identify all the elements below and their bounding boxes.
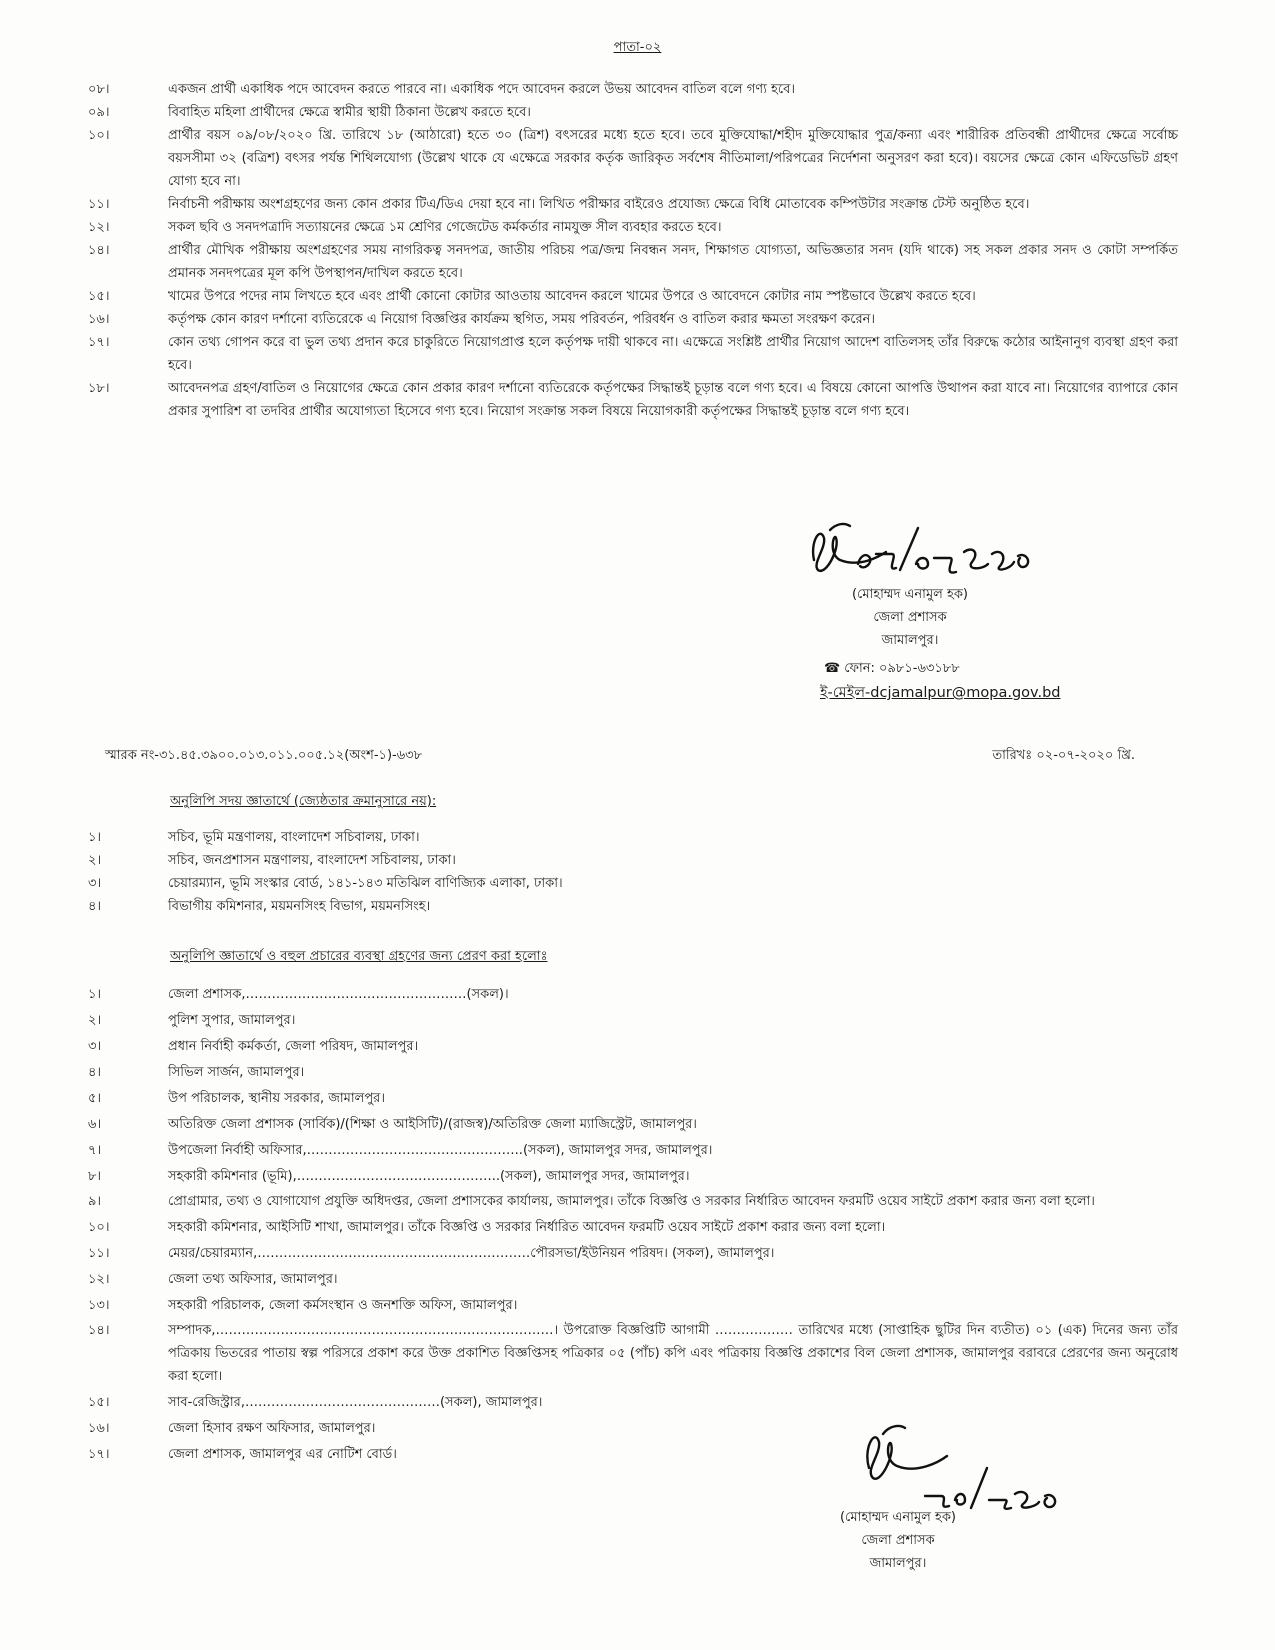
item-number: ০৯। — [88, 105, 110, 120]
item-number: ১৮। — [88, 381, 110, 396]
item-text: সম্পাদক,……………………………………………………………………। উপরোক্ত বিজ্ঞপ্তিটি আগামী ……………… তারিখের মধ্যে (সাপ্তাহিক ছুটির দিন ব্যতীত) ০১ (এক) দিনের জন্য তাঁর পত্রিকায় ভিতরের পাতায় স্বল্প পরিসরে প্রকাশ করে উক্ত প্রকাশিত বিজ্ঞপ্তিসহ পত্রিকার ০৫ (পাঁচ) কপি এবং পত্রিকায় বিজ্ঞপ্তি প্রকাশের বিল জেলা প্রশাসক, জামালপুর বরাবরে প্রেরণের জন্য অনুরোধ করা হলো। — [168, 1323, 1178, 1384]
item-number: ৪। — [88, 1065, 102, 1080]
item-number: ১২। — [88, 220, 110, 235]
item-number: ১৬। — [88, 312, 110, 327]
signatory-title: জেলা প্রশাসক — [861, 1533, 935, 1548]
list-item — [88, 193, 1178, 216]
list-item — [88, 1215, 1178, 1241]
item-number: ১৩। — [88, 1298, 110, 1313]
item-text: জেলা তথ্য অফিসার, জামালপুর। — [168, 1272, 338, 1287]
conditions-list — [88, 78, 1178, 423]
phone-number: ফোন: ০৯৮১-৬৩১৮৮ — [844, 661, 960, 676]
item-text: সহকারী কমিশনার, আইসিটি শাখা, জামালপুর। তাঁকে বিজ্ঞপ্তি ও সরকার নির্ধারিত আবেদন ফরমটি ওয়েব সাইটে প্রকাশ করার জন্য বলা হলো। — [168, 1220, 886, 1235]
item-text: পুলিশ সুপার, জামালপুর। — [168, 1013, 296, 1028]
item-text: জেলা প্রশাসক,……………………………………………(সকল)। — [168, 987, 509, 1002]
item-number: ৭। — [88, 1143, 102, 1158]
phone-icon: ☎ — [824, 661, 841, 676]
signature-2 — [855, 1412, 1095, 1512]
list-item — [88, 1060, 1178, 1086]
signatory-office: জামালপুর। — [881, 633, 939, 648]
list-item — [88, 1164, 1178, 1190]
item-text: একজন প্রার্থী একাধিক পদে আবেদন করতে পারবে না। একাধিক পদে আবেদন করলে উভয় আবেদন বাতিল বলে গণ্য হবে। — [168, 82, 795, 97]
item-number: ১৪। — [88, 243, 110, 258]
list-item — [88, 1086, 1178, 1112]
item-text: সচিব, ভূমি মন্ত্রণালয়, বাংলাদেশ সচিবালয়, ঢাকা। — [168, 830, 420, 845]
list-item — [88, 331, 1178, 377]
item-text: জেলা প্রশাসক, জামালপুর এর নোটিশ বোর্ড। — [168, 1447, 397, 1462]
signatory-office: জামালপুর। — [869, 1556, 927, 1571]
item-text: বিভাগীয় কমিশনার, ময়মনসিংহ বিভাগ, ময়মনসিংহ। — [168, 899, 431, 914]
item-number: ৪। — [88, 899, 102, 914]
item-text: উপজেলা নির্বাহী অফিসার,…………………………………………..(সকল), জামালপুর সদর, জামালপুর। — [168, 1143, 713, 1158]
item-text: কর্তৃপক্ষ কোন কারণ দর্শানো ব্যতিরেকে এ নিয়োগ বিজ্ঞপ্তির কার্যক্রম স্থগিত, সময় পরিবর্তন, পরিবর্ধন ও বাতিল করার ক্ষমতা সংরক্ষণ করেন। — [168, 312, 876, 327]
item-text: কোন তথ্য গোপন করে বা ভুল তথ্য প্রদান করে চাকুরিতে নিয়োগপ্রাপ্ত হলে কর্তৃপক্ষ দায়ী থাকবে না। এক্ষেত্রে সংশ্লিষ্ট প্রার্থীর নিয়োগ আদেশ বাতিলসহ তাঁর বিরুদ্ধে কঠোর আইনানুগ ব্যবস্থা গ্রহণ করা হবে। — [168, 335, 1178, 373]
list-item — [88, 308, 1178, 331]
item-number: ৩। — [88, 1039, 102, 1054]
item-number: ২। — [88, 853, 102, 868]
item-text: সাব-রেজিস্ট্রার,………………………………………(সকল), জামালপুর। — [168, 1395, 543, 1410]
item-text: চেয়ারম্যান, ভূমি সংস্কার বোর্ড, ১৪১-১৪৩ মতিঝিল বাণিজ্যিক এলাকা, ঢাকা। — [168, 876, 563, 891]
copy-action-list — [88, 982, 1178, 1468]
list-item — [88, 849, 1178, 872]
item-number: ১। — [88, 830, 102, 845]
item-text: সহকারী পরিচালক, জেলা কর্মসংস্থান ও জনশক্তি অফিস, জামালপুর। — [168, 1298, 518, 1313]
email-address: ই-মেইল-dcjamalpur@mopa.gov.bd — [820, 685, 1061, 701]
page-number: পাতা-০২ — [613, 40, 662, 55]
list-item — [88, 895, 1178, 918]
item-number: ১৫। — [88, 289, 110, 304]
item-text: নির্বাচনী পরীক্ষায় অংশগ্রহণের জন্য কোন প্রকার টিএ/ডিএ দেয়া হবে না। লিখিত পরীক্ষার বাইরেও প্রযোজ্য ক্ষেত্রে বিধি মোতাবেক কম্পিউটার সংক্রান্ত টেস্ট অনুষ্ঠিত হবে। — [168, 197, 1030, 212]
item-number: ২। — [88, 1013, 102, 1028]
list-item — [88, 872, 1178, 895]
item-text: প্রার্থীর বয়স ০৯/০৮/২০২০ খ্রি. তারিখে ১৮ (আঠারো) হতে ৩০ (ত্রিশ) বৎসরের মধ্যে হতে হবে। তবে মুক্তিযোদ্ধা/শহীদ মুক্তিযোদ্ধার পুত্র/কন্যা এবং শারীরিক প্রতিবন্ধী প্রার্থীদের ক্ষেত্রে সর্বোচ্চ বয়সসীমা ৩২ (বত্রিশ) বৎসর পর্যন্ত শিথিলযোগ্য (উল্লেখ থাকে যে এক্ষেত্রে সরকার কর্তৃক জারিকৃত সর্বশেষ নীতিমালা/পরিপত্রের নির্দেশনা অনুসরণ করা হবে)। বয়সের ক্ষেত্রে কোন এফিডেভিট গ্রহণ যোগ্য হবে না। — [168, 128, 1178, 189]
memo-date: তারিখঃ ০২-০৭-২০২০ খ্রি. — [992, 748, 1135, 763]
copy-action-heading: অনুলিপি জ্ঞাতার্থে ও বহুল প্রচারের ব্যবস্থা গ্রহণের জন্য প্রেরণ করা হলোঃ — [170, 949, 548, 964]
list-item — [88, 982, 1178, 1008]
item-text: সচিব, জনপ্রশাসন মন্ত্রণালয়, বাংলাদেশ সচিবালয়, ঢাকা। — [168, 853, 456, 868]
list-item — [88, 1241, 1178, 1267]
signatory-name: (মোহাম্মদ এনামুল হক) — [851, 587, 968, 602]
contact-block — [820, 657, 1061, 705]
signatory-title: জেলা প্রশাসক — [873, 610, 947, 625]
item-number: ১৪। — [88, 1323, 110, 1338]
item-text: প্রধান নির্বাহী কর্মকর্তা, জেলা পরিষদ, জামালপুর। — [168, 1039, 419, 1054]
item-text: বিবাহিত মহিলা প্রার্থীদের ক্ষেত্রে স্বামীর স্থায়ী ঠিকানা উল্লেখ করতে হবে। — [168, 105, 531, 120]
item-number: ১৭। — [88, 335, 110, 350]
list-item — [88, 1008, 1178, 1034]
list-item — [88, 239, 1178, 285]
item-number: ১। — [88, 987, 102, 1002]
list-item — [88, 1138, 1178, 1164]
list-item — [88, 826, 1178, 849]
list-item — [88, 1034, 1178, 1060]
signatory-block — [810, 583, 1010, 652]
signature-1 — [800, 508, 1050, 590]
list-item — [88, 78, 1178, 101]
item-text: সহকারী কমিশনার (ভূমি),………………………………………..(সকল), জামালপুর সদর, জামালপুর। — [168, 1169, 690, 1184]
list-item — [88, 101, 1178, 124]
list-item — [88, 1293, 1178, 1319]
item-text: মেয়র/চেয়ারম্যান,………………………………………………………পৌরসভা/ইউনিয়ন পরিষদ। (সকল), জামালপুর। — [168, 1246, 775, 1261]
list-item — [88, 285, 1178, 308]
item-text: খামের উপরে পদের নাম লিখতে হবে এবং প্রার্থী কোনো কোটার আওতায় আবেদন করলে খামের উপরে ও আবেদনে কোটার নাম স্পষ্টভাবে উল্লেখ করতে হবে। — [168, 289, 976, 304]
item-text: আবেদনপত্র গ্রহণ/বাতিল ও নিয়োগের ক্ষেত্রে কোন প্রকার কারণ দর্শানো ব্যতিরেকে কর্তৃপক্ষের সিদ্ধান্তই চূড়ান্ত বলে গণ্য হবে। এ বিষয়ে কোনো আপত্তি উত্থাপন করা যাবে না। নিয়োগের ব্যাপারে কোন প্রকার সুপারিশ বা তদবির প্রার্থীর অযোগ্যতা হিসেবে গণ্য হবে। নিয়োগ সংক্রান্ত সকল বিষয়ে নিয়োগকারী কর্তৃপক্ষের সিদ্ধান্তই চূড়ান্ত বলে গণ্য হবে। — [168, 381, 1178, 419]
item-text: অতিরিক্ত জেলা প্রশাসক (সার্বিক)/(শিক্ষা ও আইসিটি)/(রাজস্ব)/অতিরিক্ত জেলা ম্যাজিস্ট্রেট, জামালপুর। — [168, 1117, 697, 1132]
list-item — [88, 124, 1178, 193]
item-number: ৬। — [88, 1117, 102, 1132]
item-text: সকল ছবি ও সনদপত্রাদি সত্যায়নের ক্ষেত্রে ১ম শ্রেণির গেজেটেড কর্মকর্তার নামযুক্ত সীল ব্যবহার করতে হবে। — [168, 220, 722, 235]
list-item — [88, 1190, 1178, 1215]
memo-number: স্মারক নং-৩১.৪৫.৩৯০০.০১৩.০১১.০০৫.১২(অংশ-১)-৬৩৮ — [105, 748, 423, 763]
item-number: ১৭। — [88, 1447, 110, 1462]
list-item — [88, 216, 1178, 239]
item-text: প্রার্থীর মৌখিক পরীক্ষায় অংশগ্রহণের সময় নাগরিকত্ব সনদপত্র, জাতীয় পরিচয় পত্র/জন্ম নিবন্ধন সনদ, শিক্ষাগত যোগ্যতা, অভিজ্ঞতার সনদ (যদি থাকে) সহ সকল প্রকার সনদ ও কোটা সম্পর্কিত প্রমানক সনদপত্রের মূল কপি উপস্থাপন/দাখিল করতে হবে। — [168, 243, 1178, 281]
signatory-name: (মোহাম্মদ এনামুল হক) — [839, 1510, 956, 1525]
copy-info-heading: অনুলিপি সদয় জ্ঞাতার্থে (জ্যেষ্ঠতার ক্রমানুসারে নয়): — [170, 794, 437, 809]
item-number: ৩। — [88, 876, 102, 891]
list-item — [88, 377, 1178, 423]
memo-row — [105, 746, 1135, 767]
item-number: ১০। — [88, 1220, 110, 1235]
item-number: ১১। — [88, 1246, 110, 1261]
item-number: ৯। — [88, 1194, 102, 1209]
list-item — [88, 1319, 1178, 1390]
item-number: ১২। — [88, 1272, 110, 1287]
item-text: প্রোগ্রামার, তথ্য ও যোগাযোগ প্রযুক্তি অধিদপ্তর, জেলা প্রশাসকের কার্যালয়, জামালপুর। তাঁকে বিজ্ঞপ্তি ও সরকার নির্ধারিত আবেদন ফরমটি ওয়েব সাইটে প্রকাশ করার জন্য বলা হলো। — [168, 1194, 1095, 1209]
item-number: ৮। — [88, 1169, 102, 1184]
item-number: ১০। — [88, 128, 110, 143]
list-item — [88, 1112, 1178, 1138]
item-number: ১১। — [88, 197, 110, 212]
copy-info-list — [88, 826, 1178, 918]
item-text: সিভিল সার্জন, জামালপুর। — [168, 1065, 305, 1080]
list-item — [88, 1267, 1178, 1293]
signatory-block-2 — [798, 1506, 998, 1575]
item-number: ১৫। — [88, 1395, 110, 1410]
item-number: ১৬। — [88, 1421, 110, 1436]
item-number: ৫। — [88, 1091, 102, 1106]
item-number: ০৮। — [88, 82, 110, 97]
item-text: জেলা হিসাব রক্ষণ অফিসার, জামালপুর। — [168, 1421, 376, 1436]
item-text: উপ পরিচালক, স্থানীয় সরকার, জামালপুর। — [168, 1091, 385, 1106]
